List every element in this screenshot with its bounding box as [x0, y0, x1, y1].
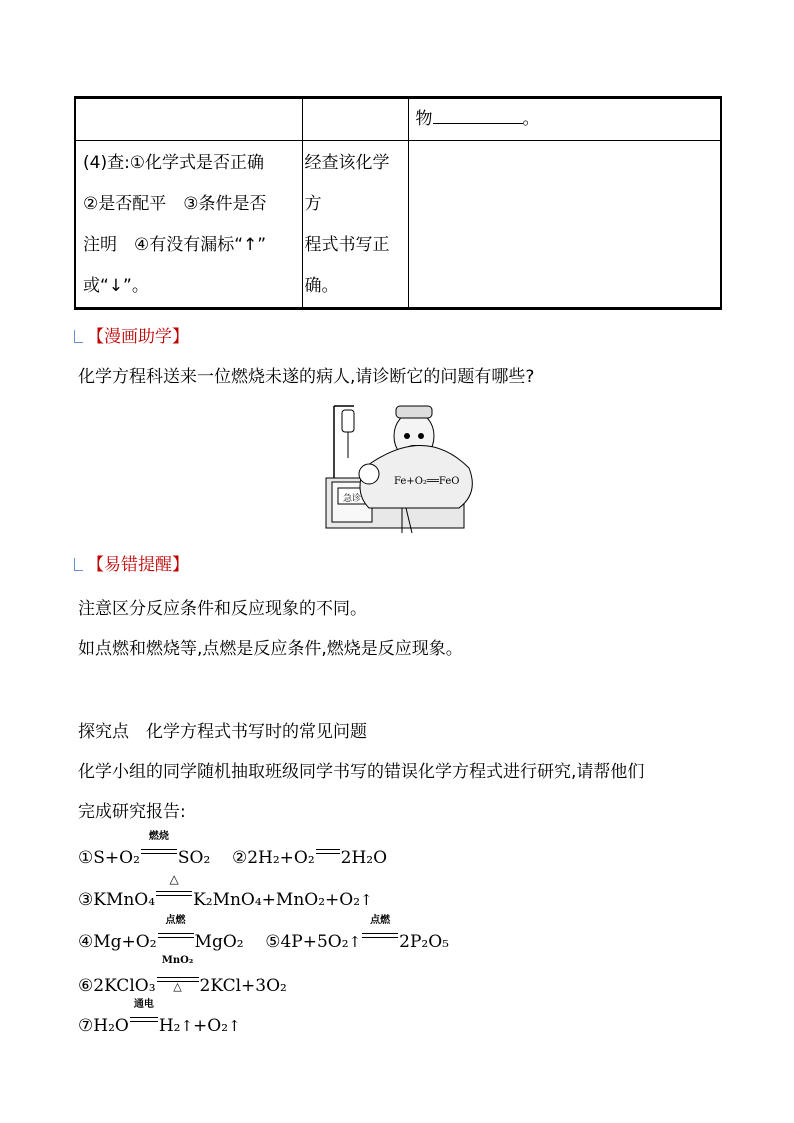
eq3-reactants: KMnO₄	[93, 890, 156, 910]
explore-intro-1: 化学小组的同学随机抽取班级同学书写的错误化学方程式进行研究,请帮他们	[78, 762, 645, 782]
table-cell-empty-3	[408, 141, 721, 309]
result-line-3: 程式书写正	[304, 235, 390, 255]
check-line-1: (4)查:①化学式是否正确	[83, 153, 265, 173]
equation-row-4: ④Mg+O₂ 点燃 MgO₂ ⑤4P+5O₂↑ 点燃 2P₂O₅	[78, 915, 449, 952]
check-line-2: ②是否配平 ③条件是否	[83, 194, 267, 214]
equation-row-3: ③KMnO₄ △ K₂MnO₄+MnO₂+O₂↑	[78, 872, 373, 910]
table-cell-check-steps	[75, 141, 302, 309]
section-marker-icon	[74, 330, 83, 343]
product-suffix: 。	[522, 109, 540, 129]
eq6-reactants: 2KClO₃	[93, 976, 156, 996]
gas-arrow-icon: ↑	[360, 891, 373, 909]
eq4-condition: 点燃	[157, 927, 195, 947]
eq1-reactants: S+O₂	[93, 848, 140, 868]
eq4-reactants: Mg+O₂	[93, 932, 157, 952]
eq2-products: 2H₂O	[340, 848, 388, 868]
table-cell-empty-2	[302, 98, 408, 141]
eq7-product-h2: H₂	[158, 1016, 181, 1036]
worksheet-table	[74, 96, 722, 310]
eq5-reactants: 4P+5O₂	[280, 932, 349, 952]
explore-heading: 探究点 化学方程式书写时的常见问题	[78, 722, 367, 742]
eq5-products: 2P₂O₅	[399, 932, 449, 952]
eq6-products: 2KCl+3O₂	[199, 976, 287, 996]
section-marker-icon	[74, 558, 83, 571]
comic-question: 化学方程科送来一位燃烧未遂的病人,请诊断它的问题有哪些?	[78, 367, 535, 387]
gas-arrow-icon: ↑	[180, 1017, 194, 1035]
error-line-1: 注意区分反应条件和反应现象的不同。	[78, 599, 367, 619]
eq2-condition	[315, 843, 341, 863]
gas-arrow-icon: ↑	[228, 1017, 241, 1035]
check-line-3: 注明 ④有没有漏标“↑”	[83, 235, 267, 255]
explore-intro-2: 完成研究报告:	[78, 802, 186, 822]
eq7-reactants: H₂O	[93, 1016, 129, 1036]
table-cell-product	[408, 98, 721, 141]
eq1-condition: 燃烧	[140, 843, 178, 863]
result-line-2: 方	[304, 194, 322, 214]
equation-row-1: ①S+O₂ 燃烧 SO₂ ②2H₂+O₂ 2H₂O	[78, 831, 388, 868]
eq5-condition: 点燃	[361, 927, 399, 947]
comic-section-title: 【漫画助学】	[74, 322, 189, 347]
equation-row-6: ⑥2KClO₃ MnO₂ △ 2KCl+3O₂	[78, 955, 287, 996]
eq7-product-o2: +O₂	[193, 1016, 229, 1036]
error-section-title: 【易错提醒】	[74, 550, 189, 575]
error-line-2: 如点燃和燃烧等,点燃是反应条件,燃烧是反应现象。	[78, 639, 463, 659]
check-line-4: 或“↓”。	[83, 276, 149, 296]
table-cell-empty-1	[75, 98, 302, 141]
result-line-1: 经查该化学	[304, 153, 390, 173]
result-line-4: 确。	[304, 276, 339, 296]
equation-row-7: ⑦H₂O 通电 H₂↑+O₂↑	[78, 999, 241, 1036]
er-board-label: 急诊	[342, 494, 362, 504]
eq2-reactants: 2H₂+O₂	[247, 848, 315, 868]
eq7-condition: 通电	[129, 1011, 159, 1031]
answer-blank[interactable]	[433, 105, 523, 124]
comic-formula: Fe+O₂══FeO	[394, 476, 460, 487]
product-prefix: 物	[415, 109, 433, 129]
eq1-products: SO₂	[177, 848, 211, 868]
eq4-products: MgO₂	[194, 932, 244, 952]
eq3-products: K₂MnO₄+MnO₂+O₂	[193, 890, 361, 910]
eq6-condition: MnO₂ △	[156, 971, 200, 991]
gas-arrow-icon: ↑	[348, 933, 362, 951]
eq3-condition: △	[155, 885, 193, 905]
table-cell-check-result	[302, 141, 408, 309]
comic-illustration	[314, 398, 482, 544]
